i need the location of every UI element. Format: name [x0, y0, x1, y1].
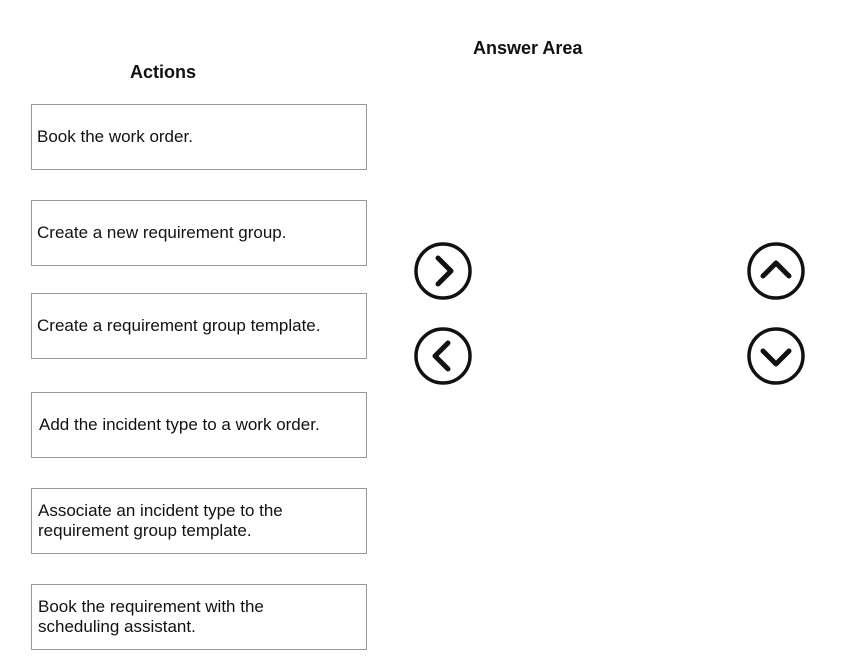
move-left-button[interactable]	[413, 326, 473, 386]
action-item-label: Book the work order.	[37, 127, 193, 146]
chevron-up-circle-icon	[746, 241, 806, 301]
actions-heading: Actions	[130, 62, 197, 82]
action-item-label: Associate an incident type to the requirement group template.	[38, 501, 283, 540]
action-item-create-requirement-group-template[interactable]	[31, 293, 367, 359]
chevron-left-circle-icon	[413, 326, 473, 386]
chevron-down-circle-icon	[746, 326, 806, 386]
action-item-label: Add the incident type to a work order.	[39, 415, 320, 434]
action-item-label: Create a requirement group template.	[37, 316, 321, 335]
action-item-label: Create a new requirement group.	[37, 223, 287, 242]
move-right-button[interactable]	[413, 241, 473, 301]
action-item-book-work-order[interactable]	[31, 104, 367, 170]
move-down-button[interactable]	[746, 326, 806, 386]
action-item-book-requirement[interactable]	[31, 584, 367, 650]
action-item-add-incident-type[interactable]	[31, 392, 367, 458]
action-item-associate-incident-type[interactable]	[31, 488, 367, 554]
action-item-create-requirement-group[interactable]	[31, 200, 367, 266]
move-up-button[interactable]	[746, 241, 806, 301]
answer-area-heading: Answer Area	[473, 38, 583, 58]
action-item-label: Book the requirement with the scheduling assistant.	[38, 597, 264, 636]
chevron-right-circle-icon	[413, 241, 473, 301]
